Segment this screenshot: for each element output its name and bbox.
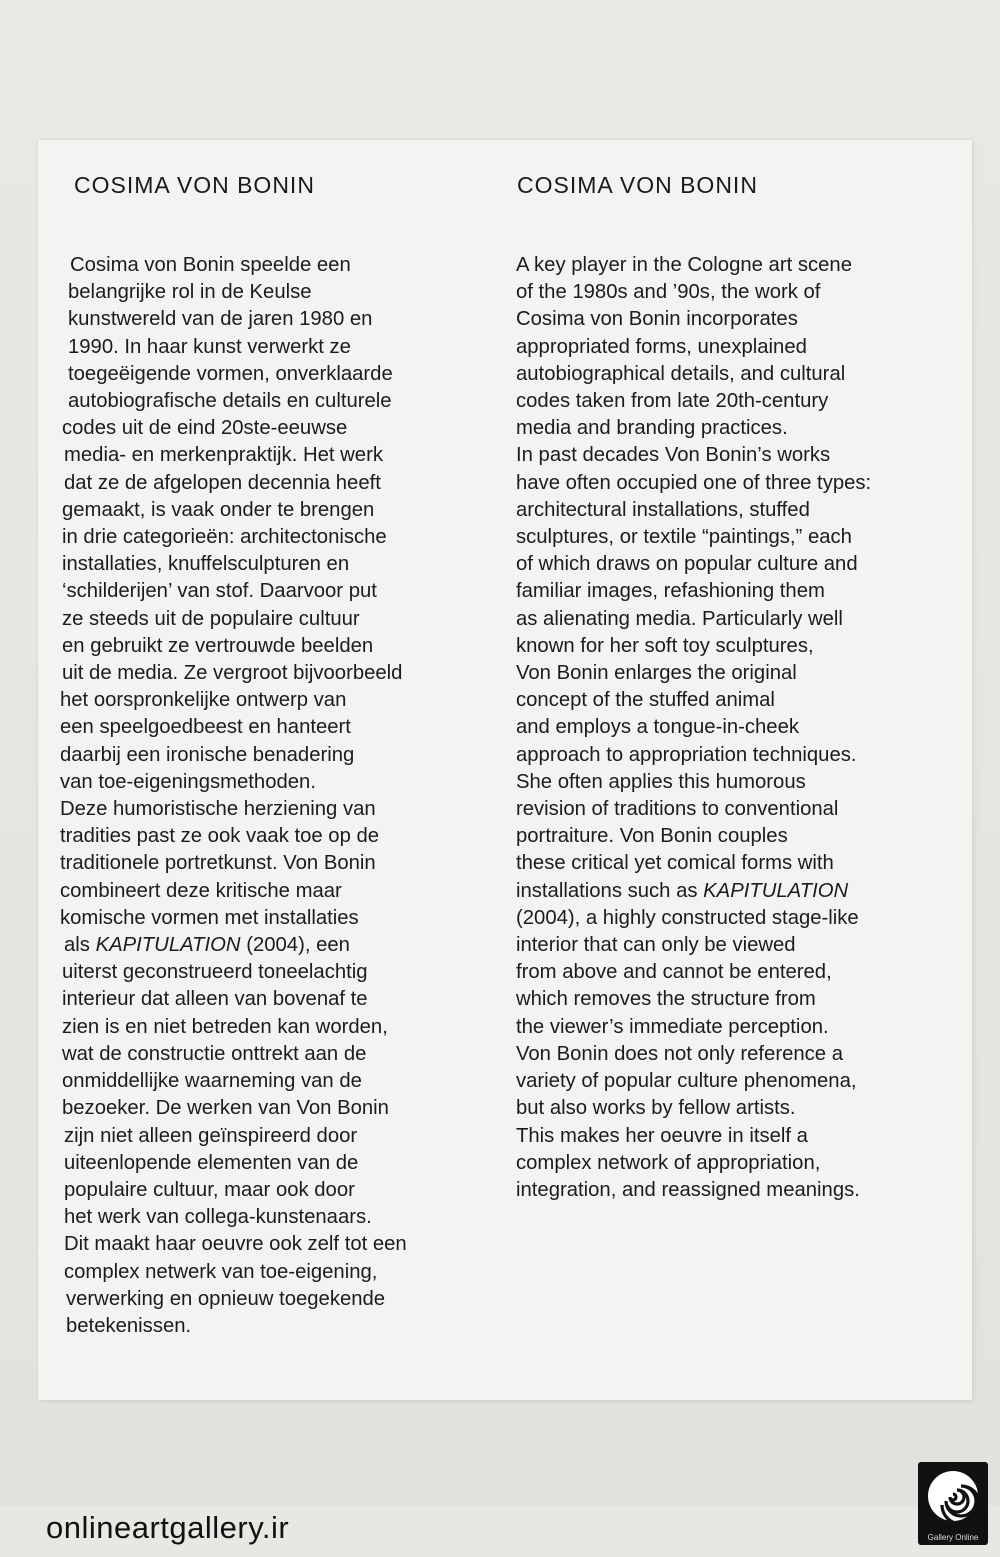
nl-text-line: het oorspronkelijke ontwerp van bbox=[60, 689, 347, 712]
en-text-line: of which draws on popular culture and bbox=[516, 553, 858, 576]
dutch-text-column bbox=[58, 252, 488, 1340]
en-text-line: as alienating media. Particularly well bbox=[516, 607, 843, 630]
nl-text-line: Cosima von Bonin speelde een bbox=[70, 254, 351, 276]
nl-text-line: uiteenlopende elementen van de bbox=[64, 1151, 359, 1174]
nl-text-line: zien is en niet betreden kan worden, bbox=[62, 1015, 388, 1038]
nl-text-line: 1990. In haar kunst verwerkt ze bbox=[68, 335, 351, 358]
nl-text-line: installaties, knuffelsculpturen en bbox=[62, 553, 350, 576]
en-text-line: architectural installations, stuffed bbox=[516, 498, 810, 521]
en-text-line: known for her soft toy sculptures, bbox=[516, 634, 814, 657]
nl-text-line: en gebruikt ze vertrouwde beelden bbox=[62, 634, 374, 657]
nl-text-line: ‘schilderijen’ van stof. Daarvoor put bbox=[62, 580, 377, 603]
nl-text-line: als KAPITULATION (2004), een bbox=[64, 934, 350, 957]
nl-text-line: autobiografische details en culturele bbox=[68, 390, 392, 413]
nl-text-line: combineert deze kritische maar bbox=[60, 879, 342, 902]
nl-text-line: in drie categorieën: architectonische bbox=[62, 526, 387, 549]
spiral-icon bbox=[924, 1467, 982, 1529]
en-text-line: sculptures, or textile “paintings,” each bbox=[516, 526, 852, 549]
nl-text-line: dat ze de afgelopen decennia heeft bbox=[64, 471, 381, 494]
en-text-line: installations such as KAPITULATION bbox=[516, 879, 849, 902]
en-text-line: media and branding practices. bbox=[516, 417, 788, 440]
en-text-line: Von Bonin does not only reference a bbox=[516, 1042, 843, 1065]
nl-text-line: uiterst geconstrueerd toneelachtig bbox=[62, 961, 368, 984]
nl-text-line: Dit maakt haar oeuvre ook zelf tot een bbox=[64, 1233, 407, 1256]
en-text-line: concept of the stuffed animal bbox=[516, 689, 775, 712]
en-text-line: from above and cannot be entered, bbox=[516, 961, 832, 984]
nl-text-line: media- en merkenpraktijk. Het werk bbox=[64, 444, 383, 467]
nl-text-line: verwerking en opnieuw toegekende bbox=[66, 1287, 386, 1310]
en-text-line: portraiture. Von Bonin couples bbox=[516, 825, 788, 848]
nl-text-line: ze steeds uit de populaire cultuur bbox=[62, 607, 360, 630]
nl-text-line: het werk van collega-kunstenaars. bbox=[64, 1206, 372, 1229]
en-text-line: (2004), a highly constructed stage-like bbox=[516, 906, 859, 929]
nl-text-line: Deze humoristische herziening van bbox=[60, 798, 376, 821]
en-text-line: of the 1980s and ’90s, the work of bbox=[516, 281, 821, 304]
nl-text-line: van toe-eigeningsmethoden. bbox=[60, 770, 316, 793]
en-text-line: approach to appropriation techniques. bbox=[516, 743, 857, 766]
site-watermark: onlineartgallery.ir bbox=[46, 1510, 290, 1545]
en-text-line: A key player in the Cologne art scene bbox=[516, 254, 852, 276]
nl-text-line: onmiddellijke waarneming van de bbox=[62, 1070, 362, 1093]
nl-text-line: betekenissen. bbox=[66, 1314, 192, 1337]
nl-text-line: zijn niet alleen geïnspireerd door bbox=[64, 1124, 358, 1147]
nl-text-line: kunstwereld van de jaren 1980 en bbox=[68, 308, 373, 331]
artwork-title: KAPITULATION bbox=[703, 879, 849, 902]
nl-text-line: bezoeker. De werken van Von Bonin bbox=[62, 1097, 389, 1120]
nl-text-line: wat de constructie onttrekt aan de bbox=[62, 1042, 367, 1065]
nl-text-line: komische vormen met installaties bbox=[60, 906, 359, 929]
english-text-column bbox=[516, 252, 956, 1204]
en-text-line: integration, and reassigned meanings. bbox=[516, 1178, 860, 1201]
en-text-line: She often applies this humorous bbox=[516, 770, 806, 793]
nl-text-line: gemaakt, is vaak onder te brengen bbox=[62, 498, 375, 521]
en-text-line: variety of popular culture phenomena, bbox=[516, 1070, 857, 1093]
en-text-line: Von Bonin enlarges the original bbox=[516, 662, 797, 685]
nl-text-line: belangrijke rol in de Keulse bbox=[68, 281, 312, 304]
nl-text-line: codes uit de eind 20ste-eeuwse bbox=[62, 417, 348, 440]
en-text-line: codes taken from late 20th-century bbox=[516, 390, 829, 413]
nl-text-line: een speelgoedbeest en hanteert bbox=[60, 716, 351, 739]
en-text-line: complex network of appropriation, bbox=[516, 1151, 821, 1174]
nl-text-line: toegeëigende vormen, onverklaarde bbox=[68, 362, 393, 385]
en-text-line: revision of traditions to conventional bbox=[516, 798, 839, 821]
en-text-line: have often occupied one of three types: bbox=[516, 471, 872, 494]
title-english: COSIMA VON BONIN bbox=[517, 172, 758, 198]
artwork-title: KAPITULATION bbox=[95, 934, 241, 957]
logo-caption: Gallery Online bbox=[927, 1533, 979, 1542]
nl-text-line: interieur dat alleen van bovenaf te bbox=[62, 988, 368, 1011]
title-dutch: COSIMA VON BONIN bbox=[74, 172, 315, 198]
en-text-line: In past decades Von Bonin’s works bbox=[516, 444, 831, 467]
nl-text-line: daarbij een ironische benadering bbox=[60, 743, 355, 766]
en-text-line: the viewer’s immediate perception. bbox=[516, 1015, 829, 1038]
gallery-logo bbox=[918, 1462, 988, 1545]
en-text-line: and employs a tongue-in-cheek bbox=[516, 716, 799, 739]
en-text-line: interior that can only be viewed bbox=[516, 934, 796, 957]
nl-text-line: uit de media. Ze vergroot bijvoorbeeld bbox=[62, 662, 403, 685]
en-text-line: which removes the structure from bbox=[516, 988, 816, 1011]
en-text-line: autobiographical details, and cultural bbox=[516, 362, 846, 385]
en-text-line: but also works by fellow artists. bbox=[516, 1097, 796, 1120]
nl-text-line: complex netwerk van toe-eigening, bbox=[64, 1260, 378, 1283]
en-text-line: familiar images, refashioning them bbox=[516, 580, 825, 603]
en-text-line: Cosima von Bonin incorporates bbox=[516, 308, 798, 331]
en-text-line: these critical yet comical forms with bbox=[516, 852, 834, 875]
nl-text-line: populaire cultuur, maar ook door bbox=[64, 1178, 355, 1201]
en-text-line: appropriated forms, unexplained bbox=[516, 335, 807, 358]
en-text-line: This makes her oeuvre in itself a bbox=[516, 1124, 808, 1147]
nl-text-line: tradities past ze ook vaak toe op de bbox=[60, 825, 380, 848]
nl-text-line: traditionele portretkunst. Von Bonin bbox=[60, 852, 376, 875]
